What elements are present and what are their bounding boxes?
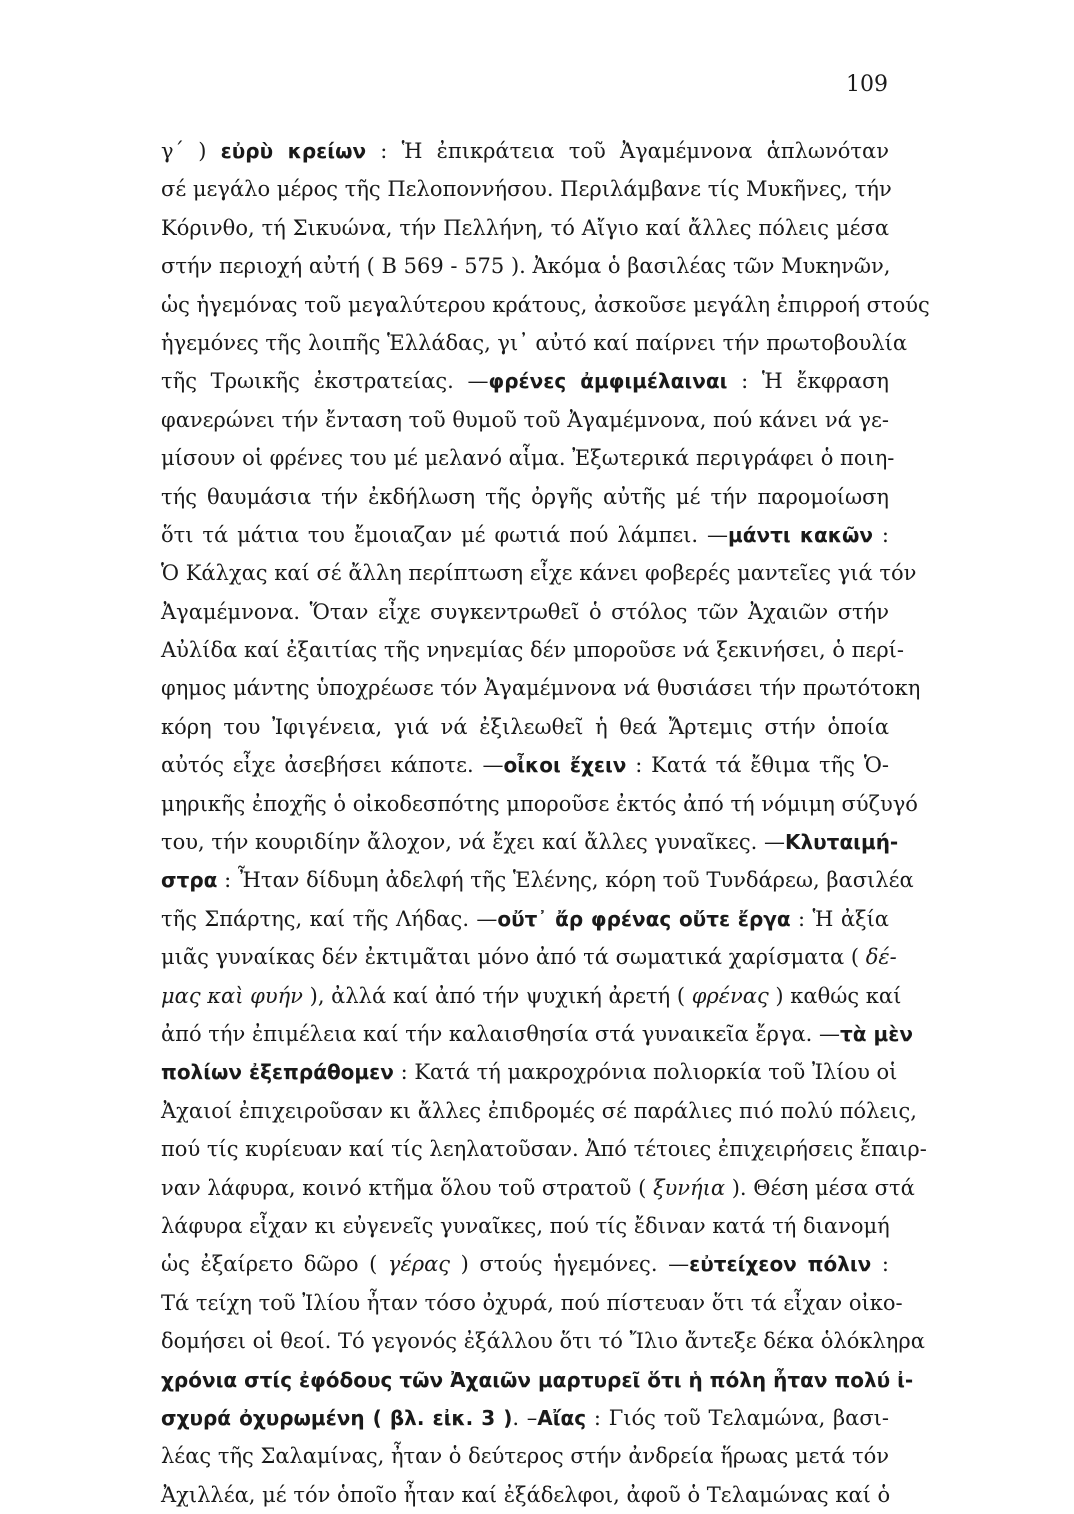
text-segment: : Ἡ ἀξία	[790, 906, 889, 931]
text-segment: φημος μάντης ὑποχρέωσε τόν Ἀγαμέμνονα νά θυσιάσει τήν πρωτότοκη	[161, 676, 921, 701]
text-segment: ἡγεμόνες τῆς λοιπῆς Ἑλλάδας, γι᾽ αὐτό καί παίρνει τήν πρωτοβουλία	[161, 330, 908, 355]
text-segment: κόρη του Ἰφιγένεια, γιά νά ἐξιλεωθεῖ ἡ θεά Ἄρτεμις στήν ὁποία	[161, 714, 889, 739]
text-segment: πού τίς κυρίευαν καί τίς λεηλατοῦσαν. Ἀπό τέτοιες ἐπιχειρήσεις ἔπαιρ-	[161, 1137, 927, 1162]
text-line	[161, 785, 918, 823]
text-line	[161, 439, 895, 477]
bold-term: Αἴας	[537, 1405, 587, 1430]
text-segment: ) στούς ἡγεμόνες. —	[450, 1252, 690, 1277]
text-segment: μίσουν οἱ φρένες του μέ μελανό αἷμα. Ἐξωτερικά περιγράφει ὁ ποιη-	[161, 446, 895, 471]
text-line	[161, 1476, 889, 1514]
text-segment: : Ἦταν δίδυμη ἀδελφή τῆς Ἑλένης, κόρη τοῦ Τυνδάρεω, βασιλέα	[217, 868, 914, 893]
text-line	[161, 362, 889, 400]
text-segment: : Κατά τά ἔθιμα τῆς Ὁ-	[626, 753, 889, 778]
text-line	[161, 1245, 889, 1283]
text-line	[161, 823, 899, 861]
bold-term: εὐρὺ κρείων	[220, 139, 367, 163]
text-segment: ) καθώς καί	[768, 983, 902, 1008]
text-line	[161, 1399, 889, 1437]
text-segment: τής θαυμάσια τήν ἐκδήλωση τῆς ὀργῆς αὐτῆς μέ τήν παρομοίωση	[161, 484, 889, 509]
text-line	[161, 708, 889, 746]
bold-term: φρένες ἀμφιμέλαιναι	[488, 369, 728, 394]
text-line	[161, 324, 908, 362]
text-line	[161, 1207, 889, 1245]
text-line	[161, 900, 889, 938]
bold-term: οὔτ᾽ ἄρ φρένας οὔτε ἔργα	[497, 906, 791, 931]
text-segment: Ὁ Κάλχας καί σέ ἄλλη περίπτωση εἶχε κάνει φοβερές μαντεῖες γιά τόν	[161, 561, 917, 586]
text-line	[161, 401, 889, 439]
text-segment: : Γιός τοῦ Τελαμώνα, βασι-	[586, 1405, 889, 1430]
text-line	[161, 669, 921, 707]
text-segment: Ἀχιλλέα, μέ τόν ὁποῖο ἦταν καί ἐξάδελφοι, ἀφοῦ ὁ Τελαμώνας καί ὁ	[161, 1482, 891, 1507]
text-segment: του, τήν κουριδίην ἄλοχον, νά ἔχει καί ἄλλες γυναῖκες. —	[161, 830, 786, 855]
text-line	[161, 209, 889, 247]
text-segment: τῆς Σπάρτης, καί τῆς Λήδας. —	[161, 906, 498, 931]
italic-term: μας καὶ φυήν	[161, 983, 303, 1008]
text-segment: ὡς ἐξαίρετο δῶρο (	[161, 1252, 388, 1277]
text-segment: Αὐλίδα καί ἐξαιτίας τῆς νηνεμίας δέν μποροῦσε νά ξεκινήσει, ὁ περί-	[161, 638, 904, 663]
text-segment: λάφυρα εἶχαν κι εὐγενεῖς γυναῖκες, πού τίς ἔδιναν κατά τή διανομή	[161, 1213, 890, 1238]
text-line	[161, 170, 892, 208]
text-line	[161, 1437, 889, 1475]
text-line	[161, 1169, 915, 1207]
text-line	[161, 478, 889, 516]
text-segment: Ἀγαμέμνονα. Ὅταν εἶχε συγκεντρωθεῖ ὁ στόλος τῶν Ἀχαιῶν στήν	[161, 599, 889, 624]
bold-term: Κλυταιμή-	[785, 830, 899, 855]
text-segment: αὐτός εἶχε ἀσεβήσει κάποτε. —	[161, 753, 504, 778]
text-segment: : Ἡ ἔκφραση	[727, 369, 889, 394]
text-line	[161, 286, 930, 324]
bold-term: πολίων ἐξεπράθομεν	[161, 1060, 394, 1085]
text-segment: ὅτι τά μάτια του ἔμοιαζαν μέ φωτιά πού λάμπει. —	[161, 522, 728, 547]
text-segment: δομήσει οἱ θεοί. Τό γεγονός ἐξάλλου ὅτι τό Ἴλιο ἄντεξε δέκα ὁλόκληρα	[161, 1329, 925, 1354]
text-line	[161, 631, 904, 669]
text-segment: Κόρινθο, τή Σικυώνα, τήν Πελλήνη, τό Αἴγιο καί ἄλλες πόλεις μέσα	[161, 215, 889, 240]
text-line	[161, 554, 917, 592]
text-segment: ), ἀλλά καί ἀπό τήν ψυχική ἀρετή (	[302, 983, 692, 1008]
text-line	[161, 1284, 903, 1322]
bold-term: εὐτείχεον πόλιν	[689, 1252, 872, 1277]
text-segment: Τά τείχη τοῦ Ἰλίου ἦταν τόσο ὀχυρά, πού πίστευαν ὅτι τά εἶχαν οἰκο-	[161, 1290, 903, 1315]
text-segment: ). Θέση μέσα στά	[725, 1175, 915, 1200]
text-segment: . –	[512, 1405, 538, 1430]
text-segment: μιᾶς γυναίκας δέν ἐκτιμᾶται μόνο ἀπό τά σωματικά χαρίσματα (	[161, 945, 866, 970]
text-line	[161, 938, 897, 976]
text-line	[161, 746, 889, 784]
italic-term: ξυνήια	[652, 1175, 726, 1200]
text-segment: σέ μεγάλο μέρος τῆς Πελοποννήσου. Περιλάμβανε τίς Μυκῆνες, τήν	[161, 177, 892, 202]
text-segment: : Κατά τή μακροχρόνια πολιορκία τοῦ Ἰλίου οἱ	[393, 1060, 898, 1085]
text-segment: στήν περιοχή αὐτή ( Β 569 - 575 ). Ἀκόμα ὁ βασιλέας τῶν Μυκηνῶν,	[161, 254, 891, 279]
text-segment: ὡς ἡγεμόνας τοῦ μεγαλύτερου κράτους, ἀσκοῦσε μεγάλη ἐπιρροή στούς	[161, 292, 930, 317]
text-segment: ναν λάφυρα, κοινό κτῆμα ὅλου τοῦ στρατοῦ (	[161, 1175, 653, 1200]
text-segment: ἀπό τήν ἐπιμέλεια καί τήν καλαισθησία στά γυναικεῖα ἔργα. —	[161, 1021, 841, 1046]
text-segment: τῆς Τρωικῆς ἐκστρατείας. —	[161, 369, 489, 394]
text-line	[161, 593, 889, 631]
bold-term: στρα	[161, 868, 218, 893]
text-segment: :	[871, 1252, 889, 1277]
italic-term: γέρας	[387, 1252, 451, 1277]
italic-term: δέ-	[865, 945, 897, 970]
text-line	[161, 1092, 917, 1130]
bold-term: μάντι κακῶν	[728, 522, 873, 547]
text-segment: γ΄ )	[161, 139, 221, 163]
text-line	[161, 1015, 913, 1053]
text-segment: μηρικῆς ἐποχῆς ὁ οἰκοδεσπότης μποροῦσε ἐκτός ἀπό τή νόμιμη σύζυγό	[161, 791, 918, 816]
text-line	[161, 861, 914, 899]
commentary-text	[161, 132, 930, 1514]
italic-term: φρένας	[691, 983, 769, 1008]
bold-term: οἶκοι ἔχειν	[503, 753, 627, 778]
text-segment: : Ἡ ἐπικράτεια τοῦ Ἀγαμέμνονα ἁπλωνόταν	[366, 139, 889, 163]
bold-term: χρόνια στίς ἐφόδους τῶν Ἀχαιῶν μαρτυρεῖ ὅτι ἡ πόλη ἦταν πολύ ἰ-	[161, 1367, 914, 1392]
text-line	[161, 1361, 914, 1399]
text-line	[161, 1053, 898, 1091]
text-segment: :	[873, 522, 889, 547]
bold-term: τὰ μὲν	[840, 1021, 913, 1046]
bold-term: σχυρά ὀχυρωμένη ( βλ. εἰκ. 3 )	[161, 1405, 513, 1430]
text-line	[161, 247, 889, 285]
text-line	[161, 1130, 927, 1168]
text-segment: λέας τῆς Σαλαμίνας, ἦταν ὁ δεύτερος στήν ἀνδρεία ἥρωας μετά τόν	[161, 1444, 889, 1469]
text-line	[161, 977, 902, 1015]
text-segment: Ἀχαιοί ἐπιχειροῦσαν κι ἄλλες ἐπιδρομές σέ παράλιες πιό πολύ πόλεις,	[161, 1098, 917, 1123]
page-number: 109	[846, 72, 888, 97]
text-line	[161, 132, 889, 170]
text-segment: φανερώνει τήν ἔνταση τοῦ θυμοῦ τοῦ Ἀγαμέμνονα, πού κάνει νά γε-	[161, 407, 889, 432]
text-line	[161, 516, 889, 554]
text-line	[161, 1322, 925, 1360]
